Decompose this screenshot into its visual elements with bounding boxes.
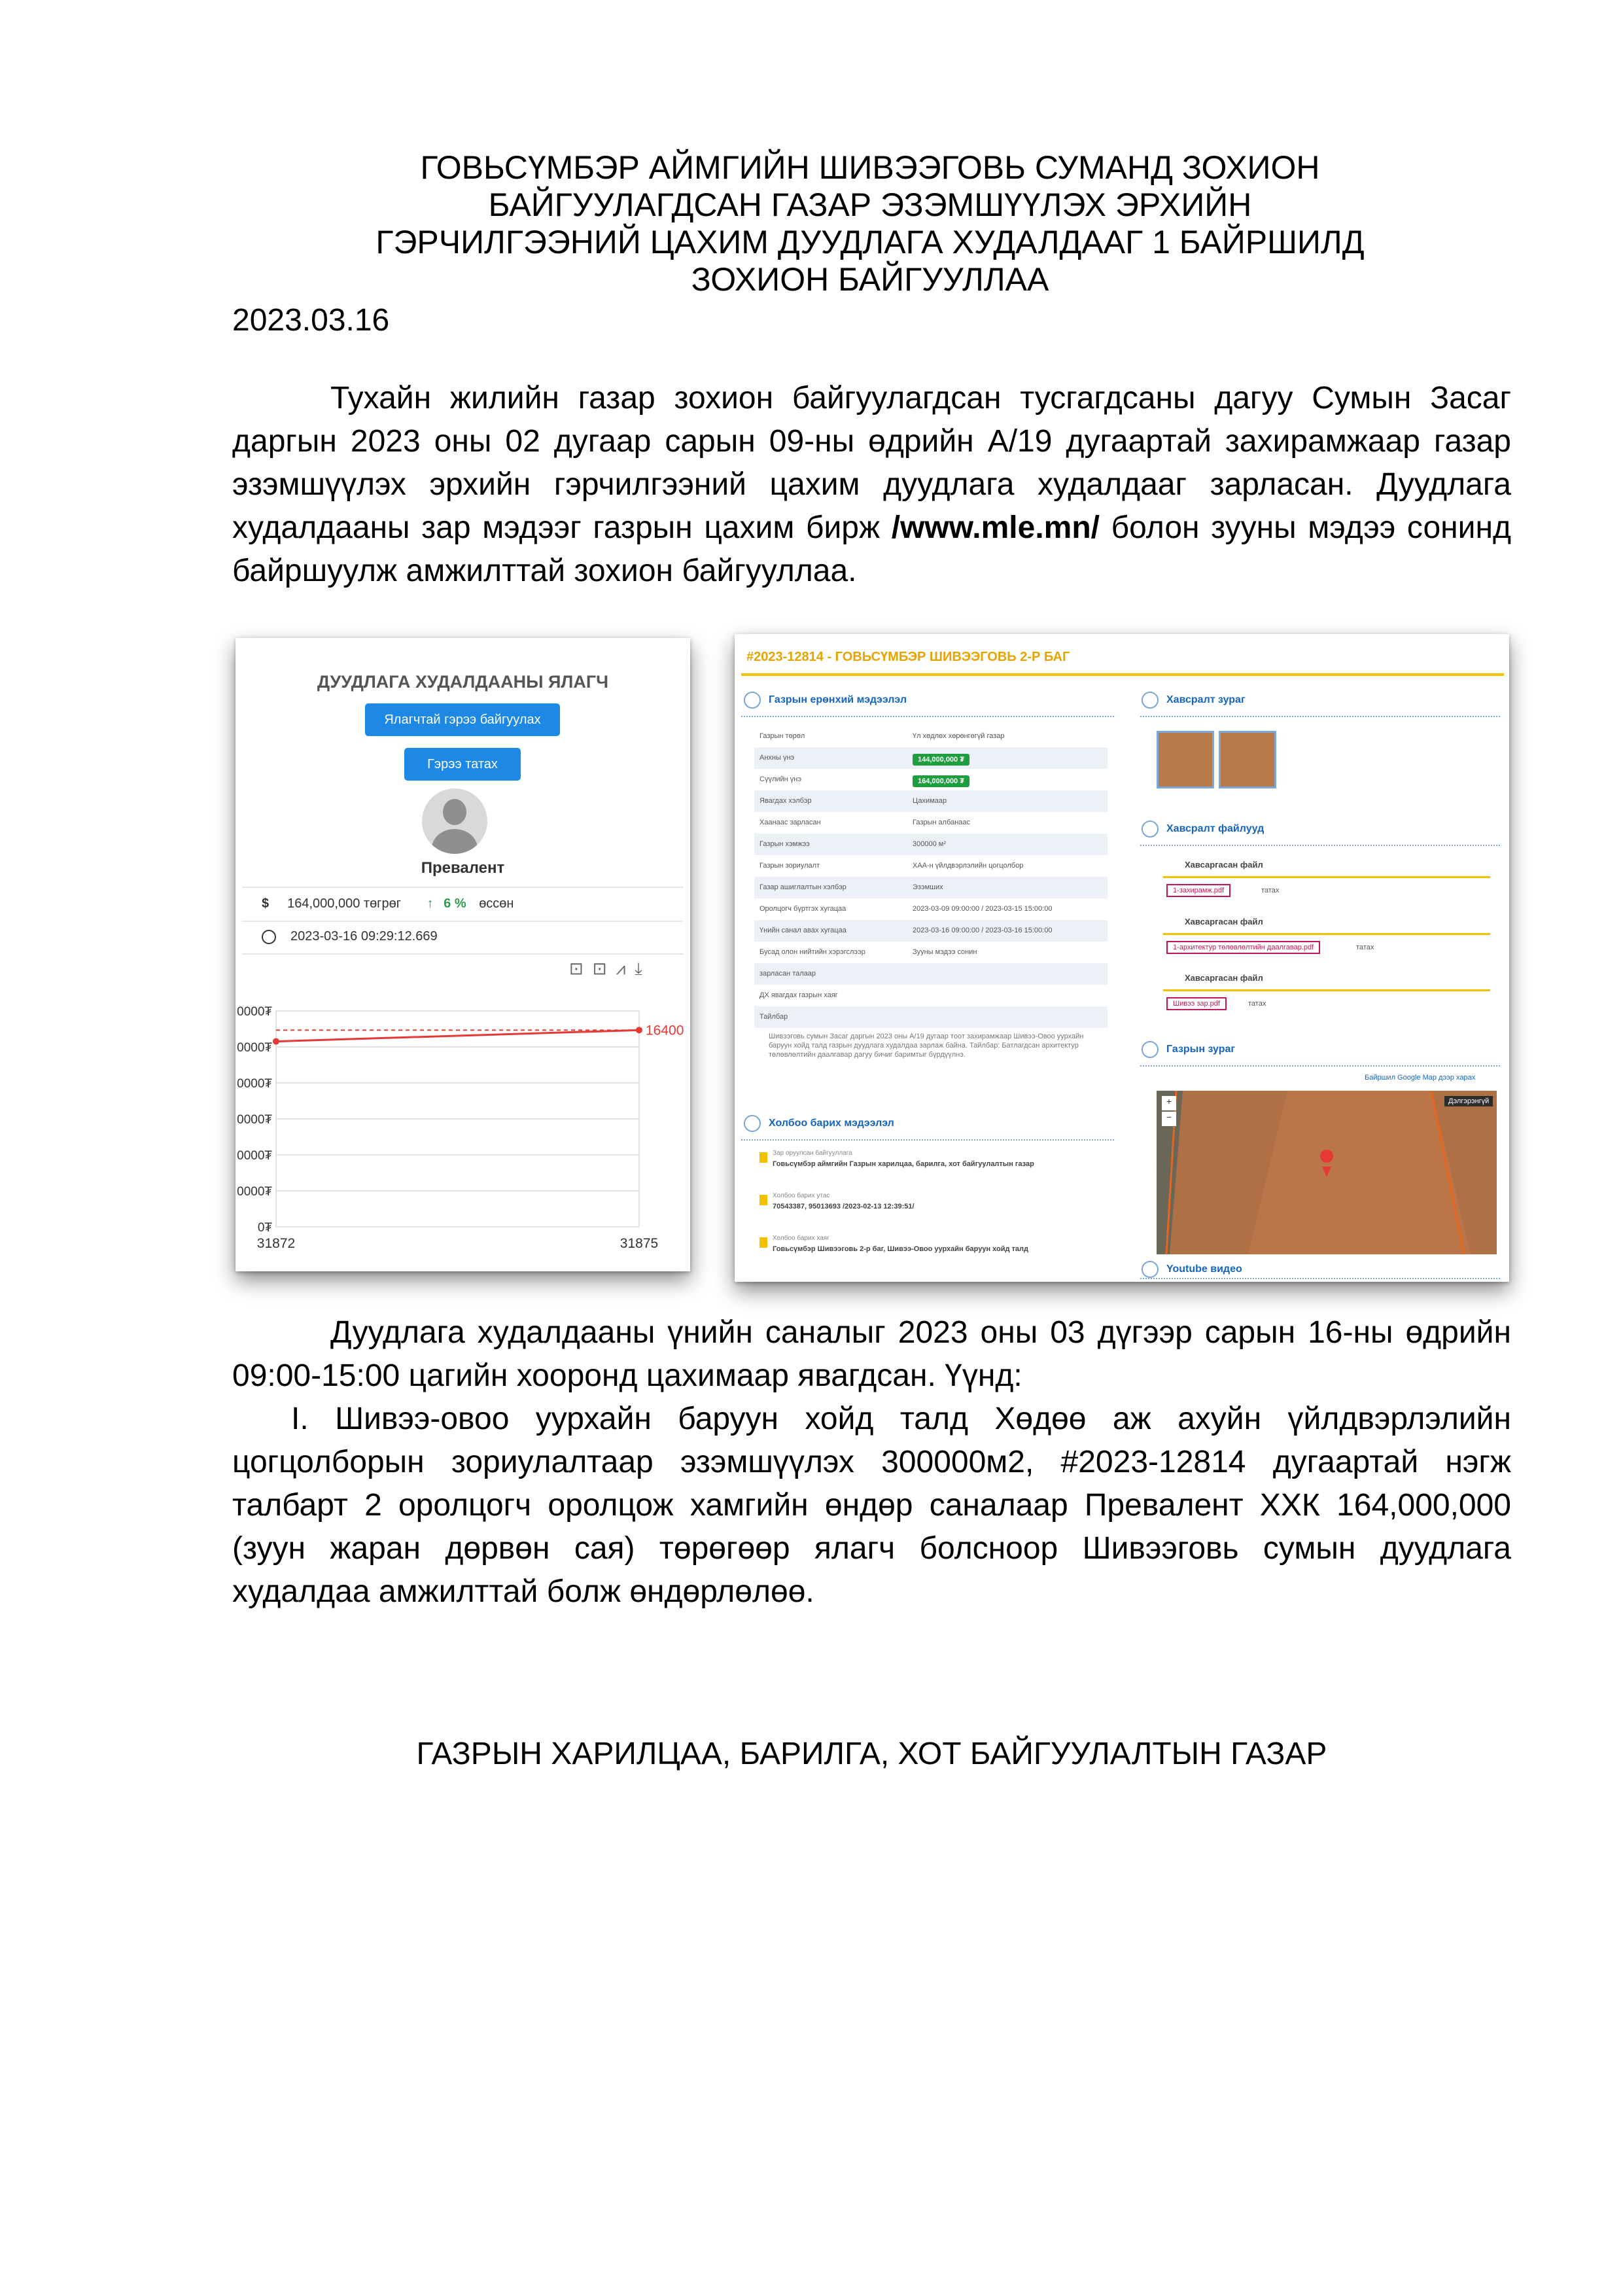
contact-label: Зар оруулсан байгууллага <box>773 1150 852 1157</box>
file-divider <box>1163 933 1490 935</box>
info-row <box>754 963 1108 985</box>
info-key: Үнийн санал авах хугацаа <box>759 927 846 934</box>
info-row <box>754 834 1108 855</box>
info-row <box>754 726 1108 747</box>
increase-word: өссөн <box>479 896 514 911</box>
dotted-divider <box>1140 845 1500 846</box>
info-row <box>754 790 1108 812</box>
intro-text-b: болон зууны мэдээ сонинд байршуулж амжилттай зохион байгууллаа. <box>232 510 1511 588</box>
y-tick-label: 0₮ <box>257 1221 272 1235</box>
file-label: Хавсаргасан файл <box>1185 917 1263 927</box>
info-value: Үл хөдлөх хөрөнгөгүй газар <box>913 732 1005 740</box>
image-icon <box>1142 692 1159 709</box>
info-value: ХАА-н үйлдвэрлэлийн цогцолбор <box>913 862 1024 870</box>
download-link[interactable]: татах <box>1248 1000 1266 1008</box>
info-key: Газрын төрөл <box>759 732 805 740</box>
info-key: Газар ашиглалтын хэлбэр <box>759 883 846 891</box>
line-type-icon[interactable]: ⩘ <box>616 959 635 978</box>
contact-icon <box>759 1152 767 1163</box>
file-link[interactable]: 1-захирамж.pdf <box>1166 884 1230 897</box>
info-key: Анхны үнэ <box>759 754 795 762</box>
info-value: Газрын албанаас <box>913 819 971 826</box>
chart-x-ticks <box>257 1236 658 1251</box>
data-point <box>273 1038 279 1045</box>
paragraph-result: I. Шивээ-овоо уурхайн баруун хойд талд Хөдөө аж ахуйн үйлдвэрлэлийн цогцолборын зориулалтаар эзэмшүүлэх 300000м2, #2023-12814 дугаартай нэгж талбарт 2 оролцогч оролцож хамгийн өндөр саналаар Превалент ХХК 164,000,000 (зуун жаран дөрвөн сая) төрөгөөр ялагч болсноор Шивээговь сумын дуудлага худалдаа амжилттай болж өндөрлөлөө. <box>232 1402 1511 1609</box>
info-key: Явагдах хэлбэр <box>759 797 812 805</box>
chart-y-ticks <box>237 1005 272 1235</box>
info-icon <box>744 692 761 709</box>
info-value: Эзэмших <box>913 883 943 891</box>
title-underline <box>741 673 1504 676</box>
title-line: ЗОХИОН БАЙГУУЛЛАА <box>691 261 1049 298</box>
price-badge: 144,000,000 ₮ <box>913 754 969 766</box>
google-map-link[interactable]: Байршил Google Map дээр харах <box>1365 1074 1476 1082</box>
winner-name: Превалент <box>421 859 505 877</box>
file-label: Хавсаргасан файл <box>1185 973 1263 983</box>
download-link[interactable]: татах <box>1261 887 1280 894</box>
youtube-heading: Youtube видео <box>1142 1261 1242 1278</box>
info-row <box>754 1006 1108 1028</box>
y-tick-label: 0000₮ <box>237 1077 272 1091</box>
dotted-divider <box>1140 716 1500 717</box>
dotted-divider <box>741 1139 1114 1140</box>
zoom-icon[interactable]: ⊡ <box>569 959 593 978</box>
increase-percent: 6 % <box>444 896 466 911</box>
general-info-heading: Газрын ерөнхий мэдээлэл <box>744 692 907 709</box>
info-key: Газрын зориулалт <box>759 862 820 870</box>
paragraph-bidding: Дуудлага худалдааны үнийн саналыг 2023 оны 03 дүгээр сарын 16-ны өдрийн 09:00-15:00 цагийн хооронд цахимаар явагдсан. Үүнд: <box>232 1315 1511 1393</box>
info-row <box>754 942 1108 963</box>
zoom-reset-icon[interactable]: ⊡ <box>592 959 616 978</box>
zoom-out-button[interactable]: − <box>1162 1112 1176 1126</box>
contact-heading: Холбоо барих мэдээлэл <box>744 1115 894 1132</box>
winner-heading: ДУУДЛАГА ХУДАЛДААНЫ ЯЛАГЧ <box>317 672 609 692</box>
info-value: 300000 м² <box>913 840 946 848</box>
file-divider <box>1163 989 1490 991</box>
dotted-divider <box>1140 1065 1500 1067</box>
y-tick-label: 0000₮ <box>237 1005 272 1019</box>
info-row <box>754 898 1108 920</box>
document-date: 2023.03.16 <box>232 303 390 338</box>
info-key: Сүүлийн үнэ <box>759 775 801 783</box>
listing-title: #2023-12814 - ГОВЬСҮМБЭР ШИВЭЭГОВЬ 2-Р БАГ <box>746 650 1070 664</box>
price-chart <box>236 985 690 1271</box>
footer-department: ГАЗРЫН ХАРИЛЦАА, БАРИЛГА, ХОТ БАЙГУУЛАЛТЫН ГАЗАР <box>416 1737 1327 1771</box>
info-value: 2023-03-16 09:00:00 / 2023-03-16 15:00:00 <box>913 927 1053 934</box>
download-contract-button[interactable]: Гэрээ татах <box>404 748 521 781</box>
contact-label: Холбоо барих утас <box>773 1192 830 1199</box>
y-tick-label: 0000₮ <box>237 1041 272 1055</box>
listing-screenshot <box>735 634 1509 1282</box>
y-tick-label: 0000₮ <box>237 1149 272 1163</box>
timestamp-value: 2023-03-16 09:29:12.669 <box>290 929 438 944</box>
dotted-divider <box>1140 1278 1500 1279</box>
price-value: 164,000,000 төгрөг <box>287 896 402 911</box>
x-tick-label: 31875 <box>620 1236 659 1251</box>
video-icon <box>1142 1261 1159 1278</box>
info-row <box>754 877 1108 898</box>
contact-label: Холбоо барих хаяг <box>773 1235 829 1242</box>
contact-value: Говьсүмбэр аймгийн Газрын харилцаа, барилга, хот байгуулалтын газар <box>773 1160 1034 1168</box>
contract-button[interactable]: Ялагчтай гэрээ байгуулах <box>365 703 560 736</box>
info-key: зарласан талаар <box>759 970 816 978</box>
chart-toolbar <box>569 959 652 980</box>
title-line: ГОВЬСҮМБЭР АЙМГИЙН ШИВЭЭГОВЬ СУМАНД ЗОХИОН <box>420 149 1320 186</box>
download-link[interactable]: татах <box>1356 944 1374 951</box>
map-image <box>1157 1091 1497 1254</box>
info-row <box>754 812 1108 834</box>
divider <box>242 921 684 922</box>
document-title <box>314 149 1426 298</box>
contact-icon <box>759 1195 767 1205</box>
timestamp-row <box>262 929 438 944</box>
intro-text-a: Тухайн жилийн газар зохион байгуулагдсан тусгагдсаны дагуу Сумын Засаг даргын 2023 оны 02 дугаар сарын 09-ны өдрийн А/19 дугаартай захирамжаар газар эзэмшүүлэх эрхийн гэрчилгээний цахим дуудлага худалдааг зарласан. Дуудлага худалдааны зар мэдээг газрын цахим бирж <box>232 381 1511 545</box>
phone-icon <box>744 1115 761 1132</box>
map-icon <box>1142 1041 1159 1058</box>
images-heading: Хавсралт зураг <box>1142 692 1246 709</box>
arrow-up-icon: ↑ <box>427 896 434 911</box>
map-heading: Газрын зураг <box>1142 1041 1235 1058</box>
divider <box>242 953 684 955</box>
y-tick-label: 0000₮ <box>237 1113 272 1127</box>
fullscreen-button[interactable]: Дэлгэрэнгүй <box>1444 1096 1493 1106</box>
info-key: Хаанаас зарласан <box>759 819 821 826</box>
file-link[interactable]: 1-архитектур төлөвлөлтийн даалгавар.pdf <box>1166 941 1320 954</box>
file-icon <box>1142 821 1159 838</box>
listing-note: Шивээговь сумын Засаг даргын 2023 оны А/19 дугаар тоот захирамжаар Шивээ-Овоо уурхайн баруун хойд талд газрын дуудлага худалдаа зарлаж байна. Тайлбар: Батлагдсан архитектур төлөвлөлтийн даалгавар дагуу бичиг баримтыг бүрдүүлнэ. <box>769 1033 1084 1059</box>
contact-value: 70543387, 95013693 /2023-02-13 12:39:51/ <box>773 1203 915 1210</box>
info-key: Газрын хэмжээ <box>759 840 810 848</box>
dollar-icon: $ <box>262 896 270 911</box>
series-line <box>276 1030 639 1041</box>
file-link[interactable]: Шивээ зар.pdf <box>1166 997 1227 1010</box>
divider <box>242 887 684 888</box>
info-row <box>754 769 1108 790</box>
files-heading: Хавсралт файлууд <box>1142 821 1264 838</box>
info-value: Цахимаар <box>913 797 947 805</box>
clock-icon <box>262 930 276 944</box>
file-divider <box>1163 876 1490 878</box>
avatar <box>422 788 487 854</box>
image-thumbnail[interactable] <box>1157 731 1214 788</box>
info-key: ДХ явагдах газрын хаяг <box>759 991 838 999</box>
info-key: Бусад олон нийтийн хэрэгслээр <box>759 948 865 956</box>
data-point <box>636 1027 642 1033</box>
x-tick-label: 31872 <box>256 1236 296 1251</box>
price-badge: 164,000,000 ₮ <box>913 775 969 787</box>
contact-icon <box>759 1237 767 1248</box>
info-key: Оролцогч бүртгэх хугацаа <box>759 905 846 913</box>
info-value: Зууны мэдээ сонин <box>913 948 977 956</box>
end-value-label: 16400 <box>646 1023 684 1038</box>
contact-value: Говьсүмбэр Шивээговь 2-р баг, Шивээ-Овоо уурхайн баруун хойд талд <box>773 1245 1028 1253</box>
paragraph-intro <box>232 377 1511 593</box>
info-value: 2023-03-09 09:00:00 / 2023-03-15 15:00:00 <box>913 905 1053 913</box>
dotted-divider <box>741 716 1114 717</box>
winner-screenshot <box>236 638 690 1271</box>
title-line: ГЭРЧИЛГЭЭНИЙ ЦАХИМ ДУУДЛАГА ХУДАЛДААГ 1 БАЙРШИЛД <box>375 224 1365 260</box>
download-icon[interactable]: ⤓ <box>635 959 652 978</box>
image-thumbnail[interactable] <box>1219 731 1276 788</box>
info-key: Тайлбар <box>759 1013 788 1021</box>
info-row <box>754 920 1108 942</box>
price-row <box>262 896 514 911</box>
info-row <box>754 747 1108 769</box>
y-tick-label: 0000₮ <box>237 1185 272 1199</box>
file-label: Хавсаргасан файл <box>1185 860 1263 870</box>
map-view[interactable] <box>1157 1091 1497 1254</box>
info-row <box>754 985 1108 1006</box>
chart-series <box>273 1023 684 1044</box>
chart-grid <box>276 1011 639 1227</box>
mle-link[interactable]: /www.mle.mn/ <box>891 510 1100 545</box>
title-line: БАЙГУУЛАГДСАН ГАЗАР ЭЗЭМШҮҮЛЭХ ЭРХИЙН <box>488 186 1252 223</box>
info-row <box>754 855 1108 877</box>
zoom-in-button[interactable]: + <box>1162 1096 1176 1110</box>
